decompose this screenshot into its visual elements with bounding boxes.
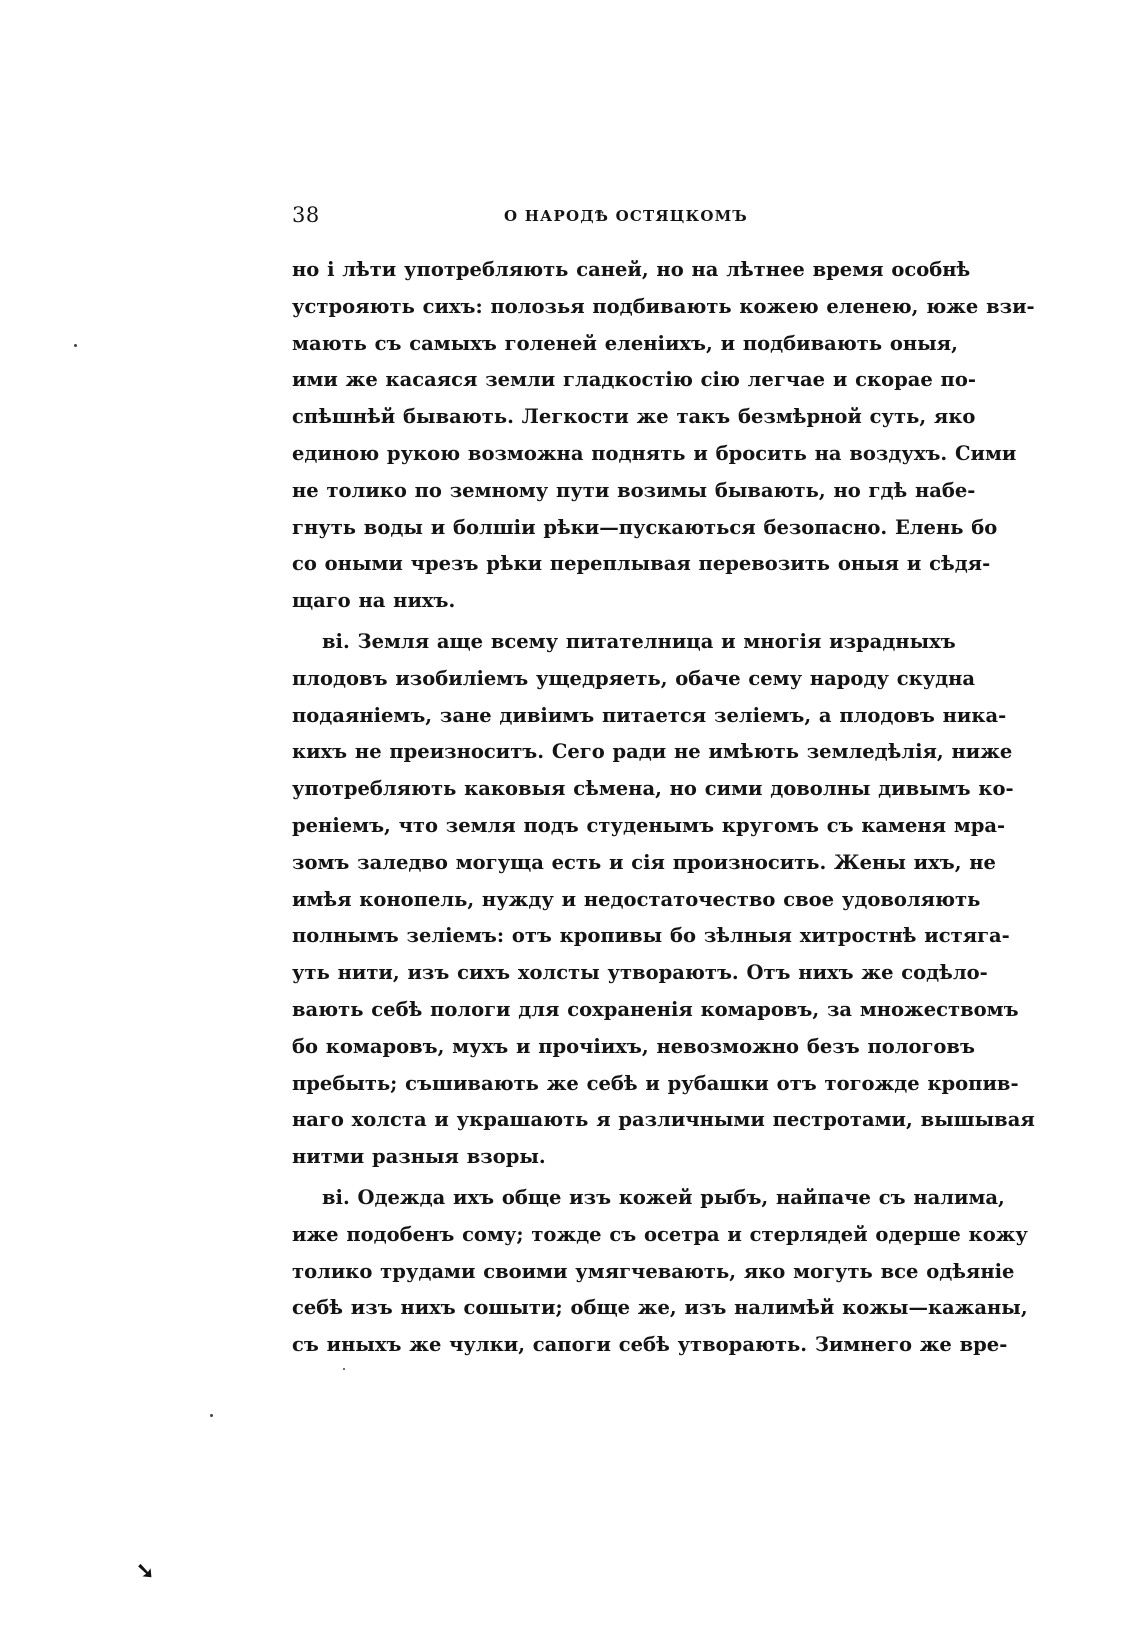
text-line: иже подобенъ сому; тожде съ осетра и стерлядей одерше кожу — [292, 1222, 1028, 1246]
scan-speck — [74, 344, 77, 347]
text-line: уть нити, изъ сихъ холсты утвораютъ. Отъ нихъ же содѣло- — [292, 961, 988, 985]
text-line: употребляють каковыя сѣмена, но сими доволны дивымъ ко- — [292, 777, 1014, 801]
text-line: щаго на нихъ. — [292, 589, 456, 613]
running-title: О НАРОДѢ ОСТЯЦКОМЪ — [504, 207, 748, 225]
text-line: плодовъ изобиліемъ ущедряеть, обаче сему народу скудна — [292, 666, 976, 690]
text-line: реніемъ, что земля подъ студенымъ кругомъ съ каменя мра- — [292, 813, 1006, 837]
text-line: со оными чрезъ рѣки переплывая перевозить оныя и сѣдя- — [292, 552, 991, 576]
text-line: не толико по земному пути возимы бывають, но гдѣ набе- — [292, 478, 976, 502]
text-line: подаяніемъ, зане дивіимъ питается зеліемъ, а плодовъ ника- — [292, 703, 1007, 727]
text-line: но і лѣти употребляють саней, но на лѣтнее время особнѣ — [292, 258, 971, 281]
text-line: бо комаровъ, мухъ и прочіихъ, невозможно безъ пологовъ — [292, 1034, 975, 1058]
text-line: единою рукою возможна поднять и бросить на воздухъ. Сими — [292, 441, 1017, 465]
marginal-arrow-mark: ➘ — [136, 1558, 155, 1584]
text-line: нитми разныя взоры. — [292, 1145, 546, 1169]
text-line: наго холста и украшають я различными пестротами, вышывая — [292, 1108, 1035, 1132]
text-line: толико трудами своими умягчевають, яко могуть все одѣяніе — [292, 1259, 1015, 1283]
text-line: вають себѣ пологи для сохраненія комаровъ, за множествомъ — [292, 997, 1019, 1021]
text-line: зомъ заледво могуща есть и сія произносить. Жены ихъ, не — [292, 850, 996, 874]
text-line: кихъ не преизноситъ. Сего ради не имѣють земледѣлія, ниже — [292, 740, 1013, 764]
text-line: имѣя конопель, нужду и недостаточество свое удоволяють — [292, 887, 981, 911]
text-line: мають съ самыхъ голеней еленіихъ, и подбивають оныя, — [292, 331, 958, 355]
scan-speck — [343, 1368, 345, 1370]
text-line: спѣшнѣй бывають. Легкости же такъ безмѣрной суть, яко — [292, 405, 976, 429]
page-number: 38 — [292, 203, 320, 227]
text-line: устрояють сихъ: полозья подбивають кожею еленею, юже взи- — [292, 294, 1035, 318]
text-line: ими же касаяся земли гладкостію сію легчае и скорае по- — [292, 368, 976, 392]
text-line: себѣ изъ нихъ сошыти; обще же, изъ налимѣй кожы—кажаны, — [292, 1296, 1028, 1320]
page-header — [292, 203, 946, 233]
paragraph-3 — [292, 1180, 1028, 1364]
text-line: полнымъ зеліемъ: отъ кропивы бо зѣлныя хитростнѣ истяга- — [292, 924, 1010, 948]
text-line: ві. Одежда ихъ обще изъ кожей рыбъ, найпаче съ налима, — [322, 1185, 1005, 1209]
paragraph-1 — [292, 252, 1035, 620]
text-line: гнуть воды и болшіи рѣки—пускаються безопасно. Елень бо — [292, 515, 998, 539]
text-line: съ иныхъ же чулки, сапоги себѣ утворають. Зимнего же вре- — [292, 1333, 1008, 1357]
body-text — [292, 252, 1035, 1364]
text-line: пребыть; съшивають же себѣ и рубашки отъ тогожде кропив- — [292, 1071, 1019, 1095]
text-line: ві. Земля аще всему питателница и многія израдныхъ — [322, 629, 956, 653]
scan-speck — [210, 1414, 213, 1417]
paragraph-2 — [292, 624, 1035, 1176]
